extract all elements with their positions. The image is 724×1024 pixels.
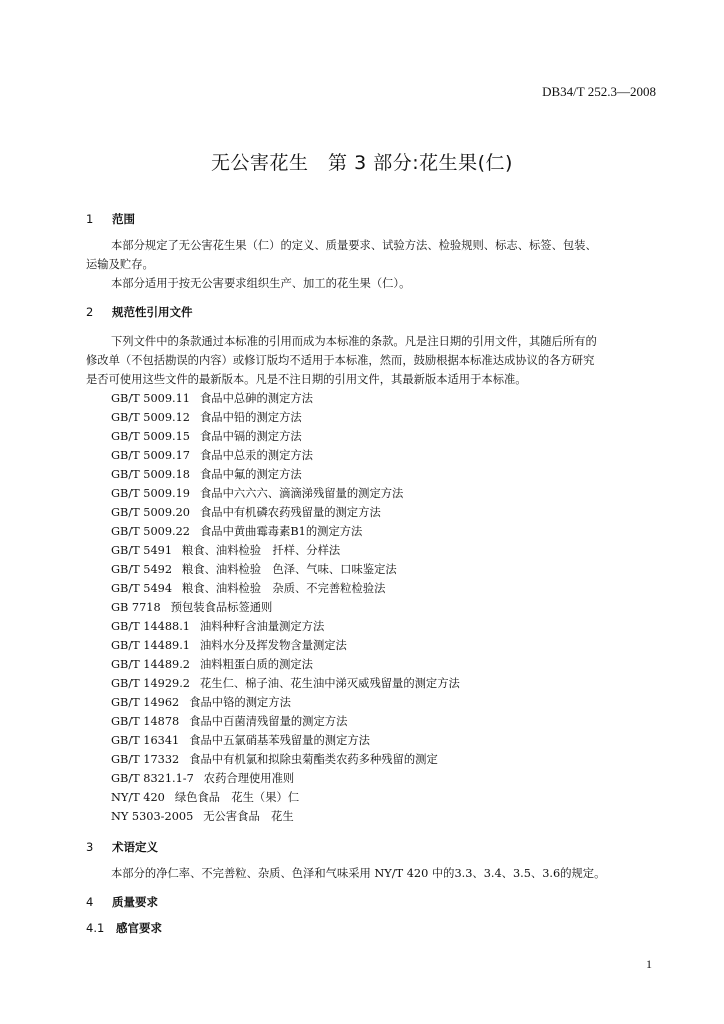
reference-name: 食品中有机氯和拟除虫菊酯类农药多种残留的测定: [189, 753, 438, 766]
reference-item: [111, 713, 347, 729]
reference-code: GB/T 5009.22: [111, 525, 190, 538]
scope-paragraph-1-line-2: 运输及贮存。: [86, 258, 154, 271]
reference-item: [111, 523, 362, 539]
reference-name: 油料种籽含油量测定方法: [199, 620, 325, 633]
reference-item: [111, 504, 381, 520]
scope-paragraph-1-line-1: 本部分规定了无公害花生果（仁）的定义、质量要求、试验方法、检验规则、标志、标签、包装、: [111, 239, 597, 252]
reference-code: GB/T 14878: [111, 715, 180, 728]
reference-name: 食品中总汞的测定方法: [199, 449, 313, 462]
reference-item: [111, 390, 313, 406]
reference-name: 花生仁、棉子油、花生油中涕灭威残留量的测定方法: [199, 677, 460, 690]
reference-name: 食品中百菌清残留量的测定方法: [189, 715, 348, 728]
reference-item: [111, 789, 299, 805]
reference-item: [111, 637, 347, 653]
reference-code: GB/T 5009.12: [111, 411, 190, 424]
section-number: 1: [86, 212, 94, 226]
reference-item: [111, 599, 272, 615]
reference-name: 食品中镉的测定方法: [199, 430, 302, 443]
section-1-heading: [86, 211, 135, 227]
reference-code: GB/T 5492: [111, 563, 173, 576]
reference-code: GB/T 5009.11: [111, 392, 190, 405]
reference-code: GB/T 5009.20: [111, 506, 190, 519]
reference-name: 油料粗蛋白质的测定法: [199, 658, 313, 671]
terms-paragraph: 本部分的净仁率、不完善粒、杂质、色泽和气味采用 NY/T 420 中的3.3、3.4、3.5、3.6的规定。: [111, 867, 606, 880]
reference-code: GB/T 8321.1-7: [111, 772, 194, 785]
section-title: 感官要求: [116, 921, 162, 935]
reference-item: [111, 466, 302, 482]
page-number: 1: [646, 957, 652, 971]
section-title: 质量要求: [112, 895, 158, 909]
reference-name: 预包装食品标签通则: [170, 601, 273, 614]
normative-intro-line-3: 是否可使用这些文件的最新版本。凡是不注日期的引用文件，其最新版本适用于本标准。: [86, 373, 527, 386]
reference-item: [111, 694, 291, 710]
reference-item: [111, 732, 370, 748]
reference-item: [111, 675, 460, 691]
reference-code: GB/T 5009.18: [111, 468, 190, 481]
section-2-heading: [86, 304, 193, 320]
reference-name: 食品中铅的测定方法: [199, 411, 302, 424]
reference-item: [111, 770, 294, 786]
reference-code: GB/T 14929.2: [111, 677, 190, 690]
normative-intro-line-1: 下列文件中的条款通过本标准的引用而成为本标准的条款。凡是注日期的引用文件，其随后所有的: [111, 335, 597, 348]
section-number: 2: [86, 305, 94, 319]
document-title: 无公害花生 第 3 部分:花生果(仁): [211, 152, 513, 174]
reference-name: 食品中黄曲霉毒素B1的测定方法: [199, 525, 363, 538]
reference-item: [111, 485, 403, 501]
section-number: 3: [86, 840, 94, 854]
normative-intro-line-2: 修改单（不包括勘误的内容）或修订版均不适用于本标准，然而，鼓励根据本标准达成协议的各方研究: [86, 354, 595, 367]
reference-name: 油料水分及挥发物含量测定法: [199, 639, 347, 652]
section-title: 术语定义: [112, 840, 158, 854]
section-title: 范围: [112, 212, 135, 226]
reference-item: [111, 580, 385, 596]
reference-item: [111, 808, 294, 824]
section-number: 4: [86, 895, 94, 909]
section-3-heading: [86, 839, 158, 855]
section-number: 4.1: [86, 921, 105, 935]
reference-name: 粮食、油料检验 杂质、不完善粒检验法: [182, 582, 386, 595]
scope-paragraph-2: 本部分适用于按无公害要求组织生产、加工的花生果（仁）。: [111, 277, 411, 290]
reference-name: 食品中有机磷农药残留量的测定方法: [199, 506, 381, 519]
reference-code: GB 7718: [111, 601, 161, 614]
reference-code: GB/T 5494: [111, 582, 173, 595]
reference-item: [111, 447, 313, 463]
reference-item: [111, 618, 324, 634]
reference-code: GB/T 5009.19: [111, 487, 190, 500]
standard-number: DB34/T 252.3—2008: [542, 84, 656, 99]
reference-name: 绿色食品 花生（果）仁: [174, 791, 300, 804]
reference-code: GB/T 16341: [111, 734, 180, 747]
reference-item: [111, 428, 302, 444]
reference-item: [111, 751, 438, 767]
reference-item: [111, 409, 302, 425]
reference-item: [111, 656, 313, 672]
reference-code: GB/T 5491: [111, 544, 173, 557]
reference-code: GB/T 5009.15: [111, 430, 190, 443]
reference-code: NY 5303-2005: [111, 810, 194, 823]
reference-code: GB/T 14489.1: [111, 639, 190, 652]
section-4-heading: [86, 894, 158, 910]
reference-name: 食品中总砷的测定方法: [199, 392, 313, 405]
reference-code: GB/T 17332: [111, 753, 180, 766]
reference-name: 食品中铬的测定方法: [189, 696, 291, 709]
reference-code: GB/T 14489.2: [111, 658, 190, 671]
reference-code: GB/T 5009.17: [111, 449, 190, 462]
reference-name: 粮食、油料检验 扦样、分样法: [182, 544, 341, 557]
reference-item: [111, 561, 397, 577]
section-title: 规范性引用文件: [112, 305, 193, 319]
reference-code: GB/T 14962: [111, 696, 180, 709]
section-4-1-heading: [86, 920, 162, 936]
reference-name: 食品中六六六、滴滴涕残留量的测定方法: [199, 487, 404, 500]
reference-code: NY/T 420: [111, 791, 165, 804]
reference-code: GB/T 14488.1: [111, 620, 190, 633]
reference-name: 食品中氟的测定方法: [199, 468, 302, 481]
reference-name: 农药合理使用准则: [203, 772, 295, 785]
reference-name: 粮食、油料检验 色泽、气味、口味鉴定法: [182, 563, 397, 576]
reference-name: 食品中五氯硝基苯残留量的测定方法: [189, 734, 370, 747]
reference-item: [111, 542, 340, 558]
reference-name: 无公害食品 花生: [203, 810, 294, 823]
